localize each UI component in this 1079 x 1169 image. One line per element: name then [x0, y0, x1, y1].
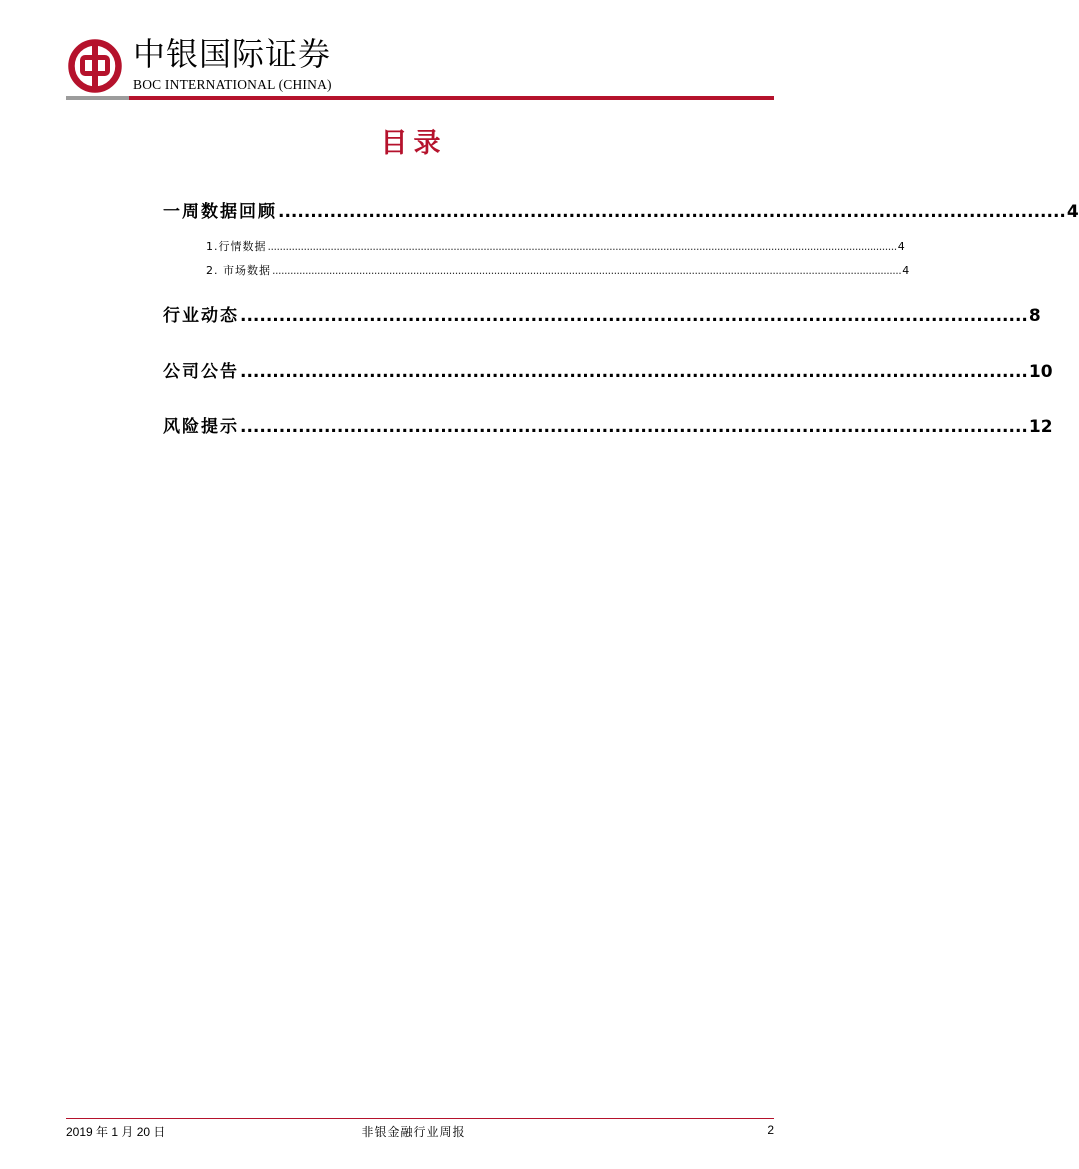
- header-rule-red: [129, 96, 774, 100]
- footer-page-number: 2: [767, 1123, 774, 1137]
- toc-dot-leader: ..........................................................................................................................: [240, 417, 1028, 437]
- toc-entry-label: 风险提示: [163, 417, 239, 437]
- header-rule-grey: [66, 96, 129, 100]
- boc-logo-icon: [68, 39, 122, 93]
- toc-entry-page: 4: [902, 264, 910, 277]
- toc-dot-leader: ..................................................................................................................................................................................................................: [267, 240, 897, 253]
- toc-entry-page: 4: [1066, 202, 1079, 222]
- toc-entry-label: 一周数据回顾: [163, 202, 277, 222]
- brand-name-en: BOC INTERNATIONAL (CHINA): [133, 77, 332, 92]
- toc-entry-label: 行业动态: [163, 306, 239, 326]
- toc-entry-page: 10: [1028, 362, 1053, 382]
- toc-dot-leader: ..........................................................................................................................: [278, 202, 1066, 222]
- footer-rule: [66, 1118, 774, 1119]
- toc-entry-label: 公司公告: [163, 362, 239, 382]
- header-rule: [66, 96, 774, 100]
- toc-entry-label: 1.行情数据: [206, 240, 267, 253]
- toc-entry-page: 4: [897, 240, 905, 253]
- brand-name-cn: 中银国际证券: [133, 35, 332, 73]
- toc-entry-company-announcements[interactable]: [163, 357, 1053, 382]
- toc-entry-risk-warning[interactable]: [163, 412, 1053, 437]
- toc-title: 目录: [380, 128, 447, 159]
- toc-dot-leader: ..........................................................................................................................: [240, 362, 1028, 382]
- toc-dot-leader: ..........................................................................................................................: [240, 306, 1028, 326]
- toc-entry-industry-news[interactable]: [163, 301, 1041, 326]
- toc-entry-market-quotes[interactable]: [206, 238, 905, 254]
- toc-entry-market-data[interactable]: [206, 262, 910, 278]
- footer-date: 2019 年 1 月 20 日: [66, 1125, 166, 1139]
- toc-entry-page: 12: [1028, 417, 1053, 437]
- footer-report-title: 非银金融行业周报: [361, 1125, 466, 1139]
- toc-entry-label: 2. 市场数据: [206, 264, 271, 277]
- toc-entry-page: 8: [1028, 306, 1041, 326]
- toc-entry-weekly-data-review[interactable]: [163, 197, 1079, 222]
- toc-dot-leader: ..................................................................................................................................................................................................................: [272, 264, 902, 277]
